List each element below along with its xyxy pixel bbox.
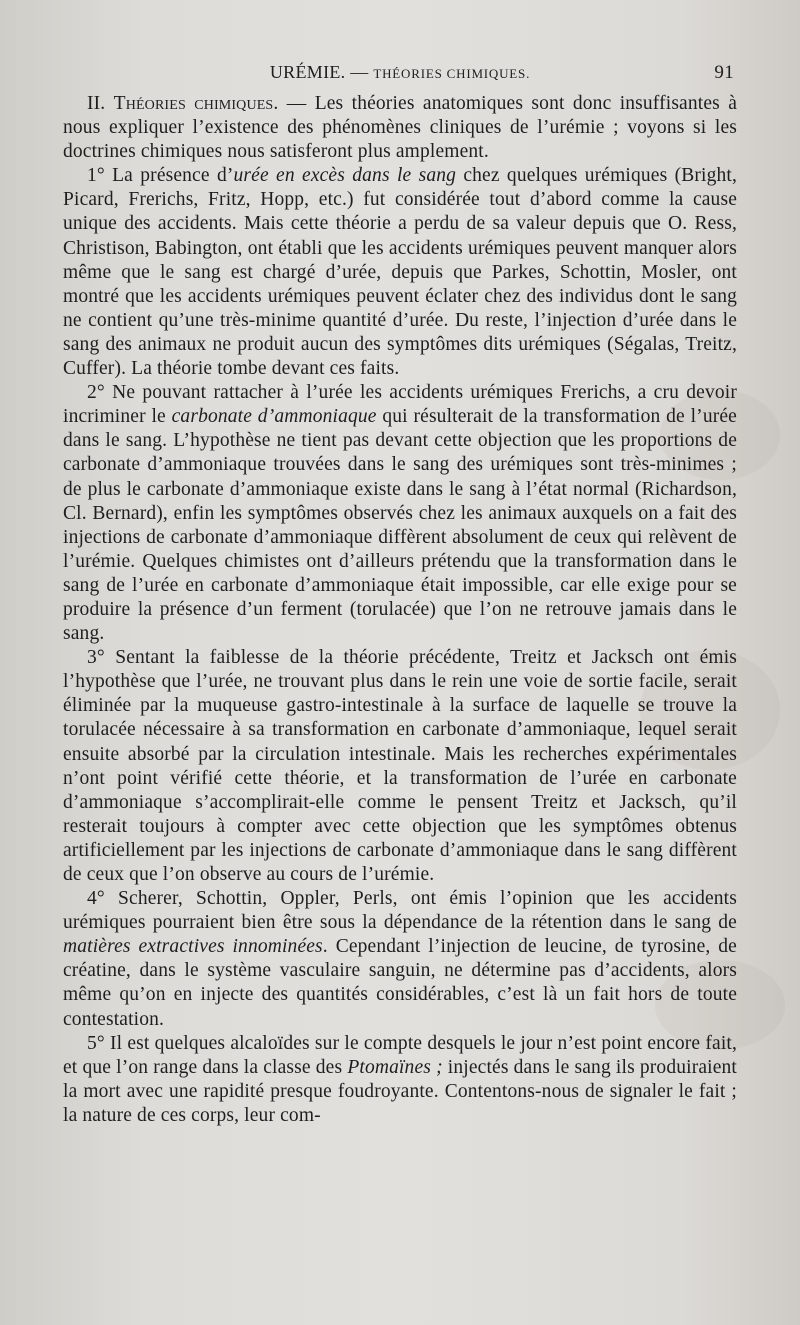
running-head-sub: THÉORIES CHIMIQUES. — [373, 66, 531, 81]
section-number: II. — [87, 93, 106, 114]
paragraph-1 — [63, 164, 737, 381]
paragraph-3-lead: 3° Sentant la faiblesse de la théorie précédente, Treitz et Jacksch ont émis l’hypothèse que l’urée, ne trouvant plus dans le rein une voie de sortie facile, serait éliminée par la muqueuse gastro-intestinale à la surface de laquelle se trouve la torulacée nécessaire à sa transformation en carbonate d’ammoniaque, lequel serait ensuite absorbé par la circulation intestinale. Mais les recherches expérimentales n’ont point vérifié cette théorie, et la transformation de l’urée en carbonate d’ammoniaque s’accomplirait-elle comme le pensent Treitz et Jacksch, qu’il resterait toujours à compter avec cette objection que les symptômes obtenus artificiellement par les injections de carbonate d’ammoniaque dans le sang diffèrent de ceux que l’on observe au cours de l’urémie. — [63, 647, 737, 885]
section-heading: Théories chimiques. — [113, 93, 279, 114]
paragraph-1-rest: chez quelques urémiques (Bright, Picard, Frerichs, Fritz, Hopp, etc.) fut considérée tout d’abord comme la cause unique des accidents. Mais cette théorie a perdu de sa valeur depuis que O. Ress, Christison, Babington, ont établi que les accidents urémiques peuvent manquer alors même que le sang est chargé d’urée, depuis que Parkes, Schottin, Mosler, ont montré que les accidents urémiques peuvent éclater chez des individus dont le sang ne contient qu’une très-minime quantité d’urée. Du reste, l’injection d’urée dans le sang des animaux ne produit aucun des symptômes dits urémiques (Ségalas, Treitz, Cuffer). La théorie tombe devant ces faits. — [63, 165, 737, 380]
section-intro-paragraph — [63, 92, 737, 164]
paragraph-4-rest: . Cependant l’injection de leucine, de tyrosine, de créatine, dans le système vasculaire sanguin, ne détermine pas d’accidents, alors même qu’on en injecte des quantités considérables, c’est là un fait hors de toute contestation. — [63, 936, 737, 1030]
paragraph-1-lead: 1° La présence d’ — [87, 165, 234, 187]
page-number: 91 — [714, 62, 734, 83]
paragraph-2-rest: qui résulterait de la transformation de l’urée dans le sang. L’hypothèse ne tient pas devant cette objection que les proportions de carbonate d’ammoniaque trouvées dans le sang des urémiques sont très-minimes ; de plus le carbonate d’ammoniaque existe dans le sang à l’état normal (Richardson, Cl. Bernard), enfin les symptômes observés chez les animaux auxquels on a fait des injections de carbonate d’ammoniaque diffèrent absolument de ceux qui relèvent de l’urémie. Quelques chimistes ont d’ailleurs prétendu que la transformation dans le sang de l’urée en carbonate d’ammoniaque était impossible, car elle exige pour se produire la présence d’un ferment (torulacée) que l’on ne retrouve jamais dans le sang. — [63, 406, 737, 645]
paragraph-1-emphasis: urée en excès dans le sang — [233, 165, 457, 187]
paragraph-2 — [63, 381, 737, 646]
paragraph-4 — [63, 887, 737, 1032]
paragraph-5-emphasis: Ptomaïnes ; — [347, 1056, 443, 1078]
running-head-title — [64, 62, 736, 83]
running-head-main: URÉMIE. — [269, 62, 346, 82]
paragraph-5-rest: injectés dans le sang ils produiraient la mort avec une rapidité presque foudroyante. Contentons-nous de signaler le fait ; la nature de ces corps, leur com- — [63, 1056, 737, 1126]
paragraph-5 — [63, 1032, 737, 1128]
section-intro-text: — Les théories anatomiques sont donc insuffisantes à nous expliquer l’existence des phénomènes cliniques de l’urémie ; voyons si les doctrines chimiques nous satisferont plus amplement. — [63, 93, 738, 163]
body-text — [63, 92, 737, 1128]
paragraph-2-lead: 2° Ne pouvant rattacher à l’urée les accidents urémiques Frerichs, a cru devoir incriminer le — [63, 382, 737, 428]
paragraph-4-lead: 4° Scherer, Schottin, Oppler, Perls, ont émis l’opinion que les accidents urémiques pourraient bien être sous la dépendance de la rétention dans le sang de — [63, 888, 737, 934]
paragraph-4-emphasis: matières extractives innominées — [63, 936, 323, 958]
paragraph-3 — [63, 646, 737, 887]
running-head-separator: — — [345, 62, 374, 82]
paragraph-2-emphasis: carbonate d’ammoniaque — [171, 406, 377, 428]
paragraph-5-lead: 5° Il est quelques alcaloïdes sur le compte desquels le jour n’est point encore fait, et que l’on range dans la classe des — [63, 1032, 737, 1078]
running-head — [64, 62, 736, 86]
